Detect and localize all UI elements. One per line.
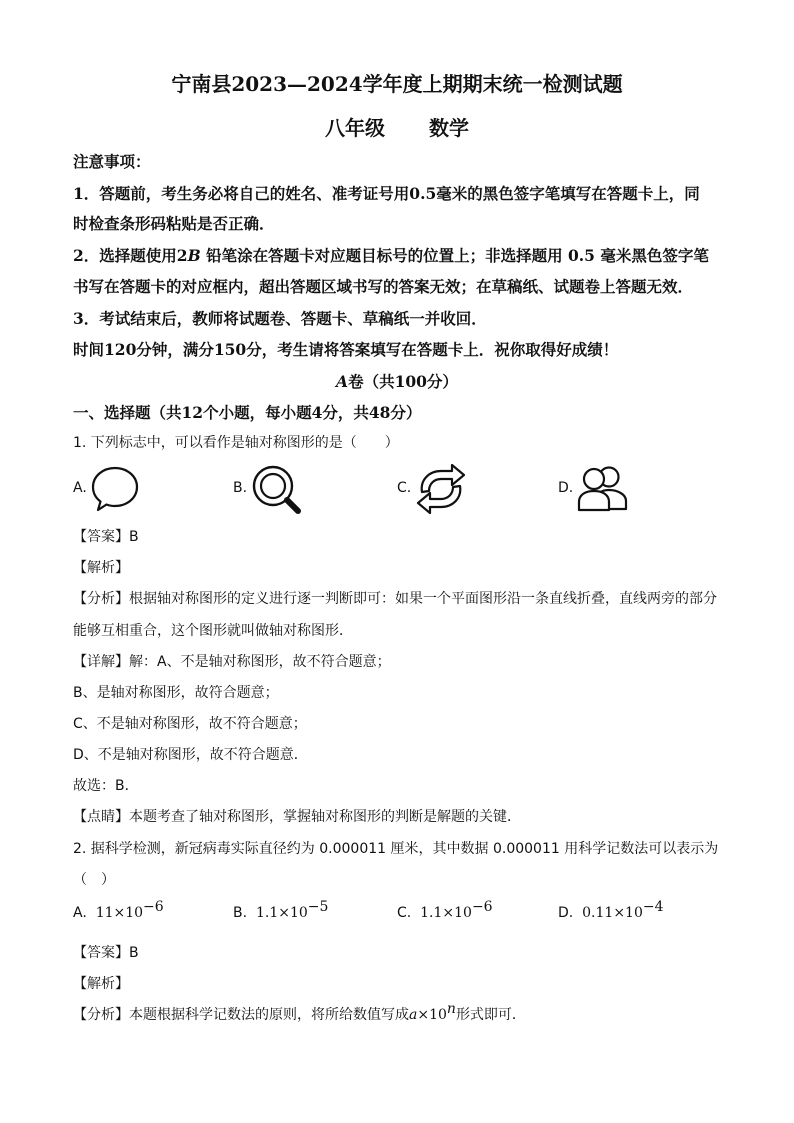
q2-fenxi-mid: ×10 bbox=[417, 1007, 447, 1023]
q1-dianjing-text: 本题考查了轴对称图形，掌握轴对称图形的判断是解题的关键． bbox=[129, 809, 521, 825]
q2-option-c-label: C. bbox=[397, 905, 412, 921]
speech-bubble-icon bbox=[90, 464, 140, 514]
part-1-heading: 一、选择题（共12个小题，每小题4分，共48分） bbox=[73, 403, 422, 422]
q2-option-a-label: A. bbox=[73, 905, 87, 921]
q1-option-b-label: B. bbox=[233, 480, 248, 496]
q2-option-a-base: 11×10 bbox=[95, 905, 144, 921]
section-a-letter: A bbox=[336, 372, 349, 391]
q1-answer bbox=[73, 526, 724, 546]
time-note: 时间120分钟，满分150分，考生请将答案填写在答题卡上．祝你取得好成绩！ bbox=[73, 340, 619, 359]
q1-dianjing-tag: 【点睛】 bbox=[73, 809, 129, 825]
q2-fenxi-text-a: 本题根据科学记数法的原则，将所给数值写成 bbox=[129, 1007, 409, 1023]
q2-option-a bbox=[73, 899, 164, 921]
q2-option-d-exp: −4 bbox=[642, 899, 664, 915]
q2-option-b bbox=[233, 899, 329, 921]
q1-answer-tag: 【答案】 bbox=[73, 529, 129, 545]
notes-item-3: 3．考试结束后，教师将试题卷、答题卡、草稿纸一并收回． bbox=[73, 309, 487, 328]
section-a-title bbox=[0, 370, 794, 392]
q1-xiangjie-d: D、不是轴对称图形，故不符合题意． bbox=[73, 747, 308, 763]
grade-label: 八年级 bbox=[325, 116, 385, 140]
notes-heading: 注意事项： bbox=[73, 152, 151, 171]
q1-dianjing bbox=[73, 806, 724, 826]
q2-option-c-exp: −6 bbox=[471, 899, 493, 915]
q1-option-d-label: D. bbox=[558, 480, 574, 496]
q2-option-d-label: D. bbox=[558, 905, 574, 921]
q2-fenxi-text-b: 形式即可． bbox=[455, 1007, 526, 1023]
q2-analysis-tag: 【解析】 bbox=[73, 976, 129, 992]
q1-option-a-label: A. bbox=[73, 480, 87, 496]
q2-option-d-base: 0.11×10 bbox=[582, 905, 643, 921]
q1-answer-value: B bbox=[129, 529, 139, 545]
q2-option-c-base: 1.1×10 bbox=[420, 905, 472, 921]
q1-option-c-label: C. bbox=[397, 480, 412, 496]
q1-xiangjie-a bbox=[73, 651, 724, 671]
notes-item-1-line-1: 1．答题前，考生务必将自己的姓名、准考证号用0.5毫米的黑色签字笔填写在答题卡上，同 bbox=[73, 184, 700, 203]
q2-option-a-exp: −6 bbox=[143, 899, 164, 915]
q2-option-d bbox=[558, 899, 664, 921]
q1-fenxi-tag: 【分析】 bbox=[73, 591, 129, 607]
q1-xiangjie-tag: 【详解】 bbox=[73, 654, 129, 670]
exam-subtitle bbox=[0, 112, 794, 141]
refresh-icon bbox=[414, 462, 468, 516]
notes-item-1-line-2: 时检查条形码粘贴是否正确． bbox=[73, 214, 275, 233]
section-a-rest: 卷（共100分） bbox=[348, 372, 458, 391]
q2-fenxi-tag: 【分析】 bbox=[73, 1007, 129, 1023]
magnifier-icon bbox=[250, 463, 302, 515]
q2-fenxi-exp: n bbox=[446, 1001, 456, 1017]
q1-analysis-tag: 【解析】 bbox=[73, 560, 129, 576]
q2-fenxi-var: a bbox=[409, 1007, 418, 1023]
notes-item-2-rest: 铅笔涂在答题卡对应题目标号的位置上；非选择题用 0.5 毫米黑色签字笔 bbox=[200, 246, 709, 265]
question-2-stem-line-2: （ ） bbox=[73, 872, 115, 888]
question-1-stem: 1. 下列标志中，可以看作是轴对称图形的是（ ） bbox=[73, 435, 399, 451]
q2-option-c bbox=[397, 899, 493, 921]
q1-fenxi-text-1: 根据轴对称图形的定义进行逐一判断即可：如果一个平面图形沿一条直线折叠，直线两旁的部分 bbox=[129, 591, 717, 607]
q1-fenxi-line-2: 能够互相重合，这个图形就叫做轴对称图形． bbox=[73, 623, 353, 639]
subject-label: 数学 bbox=[429, 116, 469, 140]
q1-xiangjie-b: B、是轴对称图形，故符合题意； bbox=[73, 685, 279, 701]
q1-choose: 故选：B． bbox=[73, 778, 139, 794]
notes-item-2-var: B bbox=[187, 246, 201, 265]
question-2-stem-line-1: 2. 据科学检测，新冠病毒实际直径约为 0.000011 厘米，其中数据 0.000011 用科学记数法可以表示为 bbox=[73, 841, 719, 857]
notes-item-2-line-2: 书写在答题卡的对应框内，超出答题区域书写的答案无效；在草稿纸、试题卷上答题无效． bbox=[73, 277, 694, 296]
q2-option-b-label: B. bbox=[233, 905, 248, 921]
q2-answer-value: B bbox=[129, 945, 139, 961]
q2-answer bbox=[73, 942, 724, 962]
users-icon bbox=[576, 463, 630, 513]
exam-title: 宁南县2023—2024学年度上期期末统一检测试题 bbox=[171, 72, 623, 96]
q2-fenxi bbox=[73, 1001, 724, 1024]
q2-answer-tag: 【答案】 bbox=[73, 945, 129, 961]
q1-xiangjie-a-text: 解：A、不是轴对称图形，故不符合题意； bbox=[129, 654, 391, 670]
notes-item-2-prefix: 2．选择题使用2 bbox=[73, 246, 188, 265]
notes-item-2-line-1 bbox=[73, 244, 724, 266]
q2-option-b-base: 1.1×10 bbox=[255, 905, 308, 921]
q1-fenxi-line-1 bbox=[73, 588, 724, 608]
q1-xiangjie-c: C、不是轴对称图形，故不符合题意； bbox=[73, 716, 307, 732]
q2-option-b-exp: −5 bbox=[307, 899, 329, 915]
